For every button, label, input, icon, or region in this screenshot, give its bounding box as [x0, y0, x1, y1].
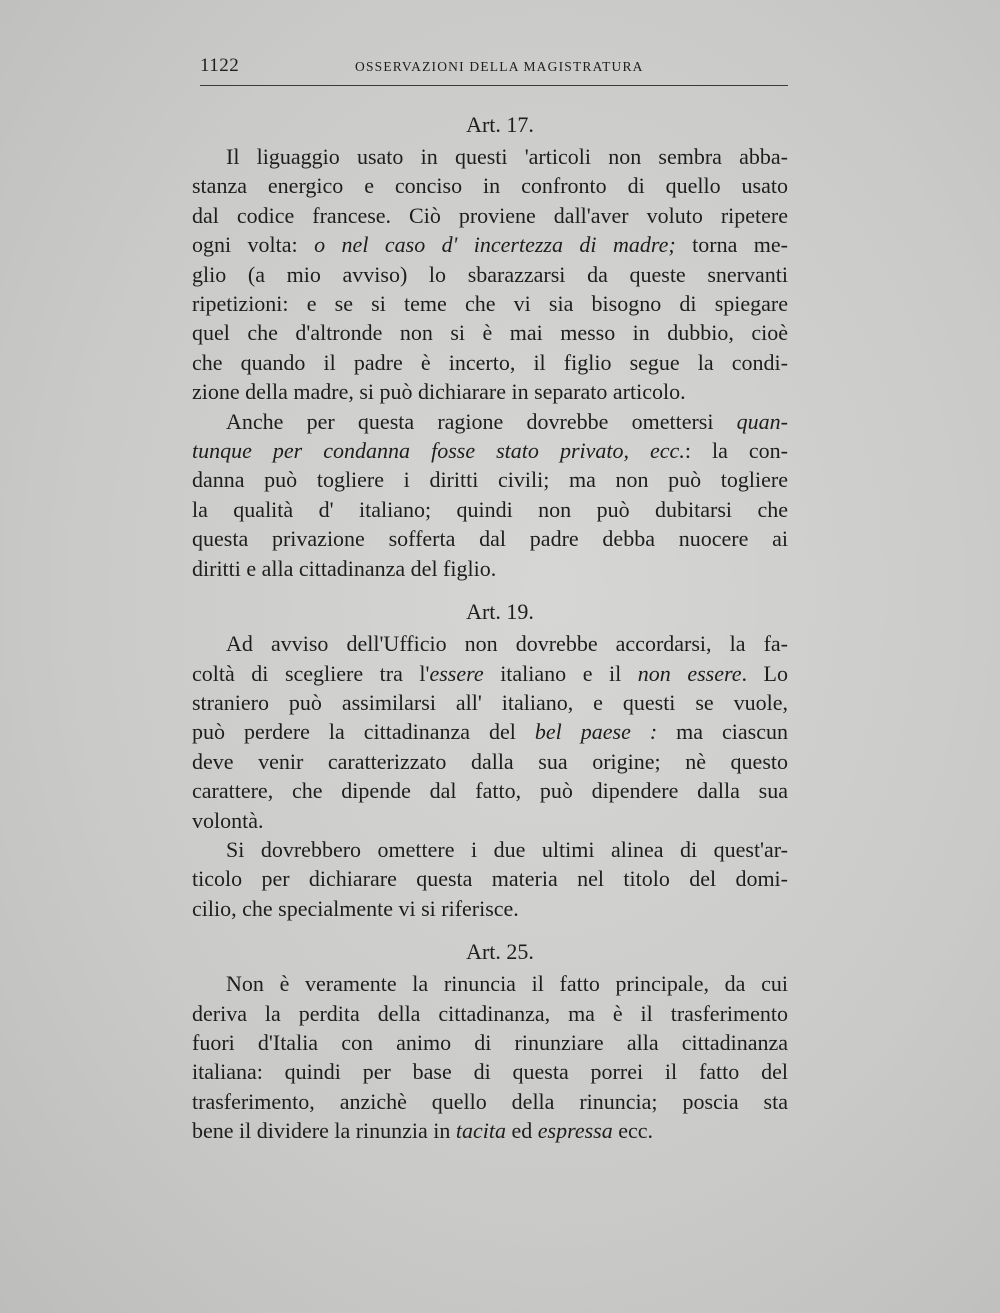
text-run: fuori d'Italia con animo di rinunziare alla cittadinanza: [192, 1029, 788, 1055]
text-line: [192, 688, 788, 717]
body-text: [192, 110, 788, 1146]
article-heading: Art. 19.: [466, 599, 534, 625]
text-run: può perdere la cittadinanza del: [192, 719, 535, 745]
text-run: italiana: quindi per base di questa porrei il fatto del: [192, 1059, 788, 1085]
text-line: [192, 894, 788, 923]
text-line: [192, 629, 788, 658]
text-run: torna me-: [675, 232, 789, 258]
italic-text: quan-: [736, 408, 788, 434]
text-run: che quando il padre è incerto, il figlio segue la condi-: [192, 349, 788, 375]
text-run: ogni volta:: [192, 232, 315, 258]
paragraph: [192, 407, 788, 583]
text-run: quel che d'altronde non si è mai messo in dubbio, cioè: [192, 320, 788, 346]
text-run: deve venir caratterizzato dalla sua origine; nè questo: [192, 748, 788, 774]
text-line: [192, 495, 788, 524]
text-run: glio (a mio avviso) lo sbarazzarsi da queste snervanti: [192, 261, 788, 287]
text-run: ma ciascun: [657, 719, 788, 745]
text-run: bene il dividere la rinunzia in: [192, 1118, 456, 1144]
text-line: [192, 289, 788, 318]
text-run: trasferimento, anzichè quello della rinuncia; poscia sta: [192, 1088, 788, 1114]
text-line: [192, 318, 788, 347]
text-run: cilio, che specialmente vi si riferisce.: [192, 895, 519, 921]
article-heading: Art. 25.: [466, 939, 534, 965]
text-line: [192, 864, 788, 893]
text-line: [192, 465, 788, 494]
text-run: ticolo per dichiarare questa materia nel titolo del domi-: [192, 866, 788, 892]
running-header: [200, 55, 788, 86]
text-run: Ad avviso dell'Ufficio non dovrebbe accordarsi, la fa-: [226, 631, 788, 657]
section-gap: [192, 583, 788, 597]
italic-text: non essere: [637, 660, 742, 686]
text-run: coltà di scegliere tra l': [192, 660, 430, 686]
text-run: zione della madre, si può dichiarare in separato articolo.: [192, 379, 686, 405]
text-run: danna può togliere i diritti civili; ma non può togliere: [192, 467, 788, 493]
text-line: [192, 1028, 788, 1057]
text-run: : la con-: [684, 438, 788, 464]
text-run: . Lo: [741, 660, 788, 686]
italic-text: tunque per condanna fosse stato privato, ecc.: [192, 438, 685, 464]
text-line: [192, 1116, 788, 1145]
text-line: [192, 407, 788, 436]
text-run: volontà.: [192, 807, 264, 833]
text-line: [192, 999, 788, 1028]
text-line: [192, 348, 788, 377]
text-run: ed: [506, 1118, 538, 1144]
text-line: [192, 717, 788, 746]
italic-text: tacita: [455, 1118, 507, 1144]
article-heading: Art. 17.: [466, 112, 534, 137]
page-number: 1122: [200, 55, 240, 76]
paragraph: [192, 142, 788, 407]
text-line: [192, 969, 788, 998]
text-run: Si dovrebbero omettere i due ultimi alinea di quest'ar-: [226, 836, 788, 862]
text-run: ripetizioni: e se si teme che vi sia bisogno di spiegare: [192, 291, 788, 317]
text-line: [192, 260, 788, 289]
text-line: [192, 142, 788, 171]
text-line: [192, 524, 788, 553]
italic-text: bel paese :: [534, 719, 658, 745]
italic-text: essere: [429, 660, 484, 686]
italic-text: o nel caso d' incertezza di madre;: [314, 232, 676, 258]
text-run: ecc.: [612, 1118, 654, 1144]
text-line: [192, 747, 788, 776]
text-run: Non è veramente la rinuncia il fatto principale, da cui: [226, 971, 788, 997]
text-line: [192, 201, 788, 230]
text-line: [192, 806, 788, 835]
running-title: OSSERVAZIONI DELLA MAGISTRATURA: [355, 59, 644, 74]
text-line: [192, 230, 788, 259]
paragraph: [192, 969, 788, 1145]
text-run: questa privazione sofferta dal padre debba nuocere ai: [192, 526, 788, 552]
paragraph: [192, 835, 788, 923]
text-run: la qualità d' italiano; quindi non può dubitarsi che: [192, 496, 788, 522]
text-run: Anche per questa ragione dovrebbe omettersi: [226, 408, 737, 434]
text-line: [192, 835, 788, 864]
text-line: [192, 1057, 788, 1086]
text-run: diritti e alla cittadinanza del figlio.: [192, 555, 497, 581]
section-gap: [192, 923, 788, 937]
text-line: [192, 377, 788, 406]
text-line: [192, 1087, 788, 1116]
text-line: [192, 659, 788, 688]
text-run: deriva la perdita della cittadinanza, ma è il trasferimento: [192, 1000, 788, 1026]
text-run: italiano e il: [483, 660, 638, 686]
paragraph: [192, 629, 788, 835]
text-run: dal codice francese. Ciò proviene dall'aver voluto ripetere: [192, 202, 788, 228]
text-line: [192, 436, 788, 465]
text-line: [192, 776, 788, 805]
text-run: Il liguaggio usato in questi 'articoli non sembra abba-: [226, 144, 788, 169]
text-run: straniero può assimilarsi all' italiano, e questi se vuole,: [192, 689, 788, 715]
text-line: [192, 554, 788, 583]
text-line: [192, 171, 788, 200]
text-run: stanza energico e conciso in confronto di quello usato: [192, 173, 788, 199]
text-run: carattere, che dipende dal fatto, può dipendere dalla sua: [192, 778, 788, 804]
italic-text: espressa: [537, 1118, 613, 1144]
